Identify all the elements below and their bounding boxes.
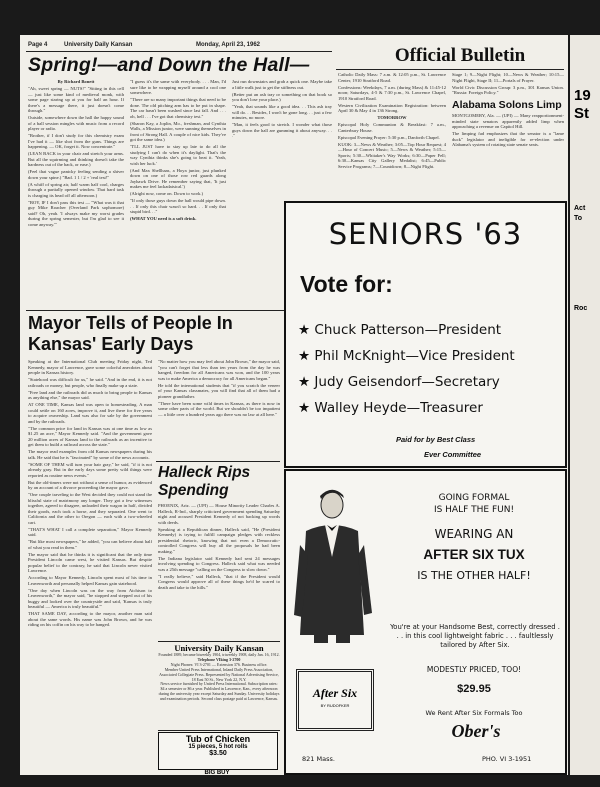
- bulletin-title: Official Bulletin: [394, 45, 526, 66]
- halleck-headline: Halleck Rips Spending: [158, 464, 251, 499]
- after-six-logo: After Six BY RUDOFKER: [296, 669, 374, 731]
- newspaper-page: [20, 35, 568, 775]
- kansan-box-title: University Daily Kansan: [174, 643, 264, 653]
- chicken-brand: BIG BUY: [204, 770, 230, 775]
- seniors-title: SENIORS '63: [328, 217, 523, 251]
- chicken-line: 15 pieces, 5 hot rolls: [188, 744, 248, 750]
- formal-price: $29.95: [457, 683, 491, 695]
- solons-story: MONTGOMERY, Ala. — (UPI) — Many reapportionment-minded state senators apparently added limp when approaching a revenue on Capitol Hill. The limping fad emphasizes that the senator is a "lame duck" legislator and ineligible for re-election under Alabama's system of rotating state senate seats.: [452, 113, 564, 147]
- store-phone: PHO. VI 3-1951: [482, 755, 532, 763]
- modestly-priced: MODESTLY PRICED, TOO!: [426, 665, 522, 674]
- byline: By Richard Bonett: [57, 79, 95, 84]
- after-six-brand: AFTER SIX TUX: [423, 547, 525, 562]
- paid-notice: Paid for by Best Class: [396, 435, 476, 444]
- mayor-headline: Mayor Tells of People In Kansas' Early Days: [28, 313, 233, 354]
- candidate-secretary: ★ Judy Geisendorf—Secretary: [298, 374, 500, 390]
- formal-line-4: IS THE OTHER HALF!: [417, 569, 531, 582]
- spring-column-1: By Richard Bonett "Ah, sweet spring — NUTS!" "Sitting in this cell — just like some kind of medieval monk, with some page staring up at you for half an hour. If there's a message there, it just doesn't come through." Outside, somewhere down the hall the happy sound of a ball session mingles with music from a record player or radio. "Brother, if I don't study for this chemistry exam I've had it — like shot from the guns. Things are happening. — OK, forget it. Now concentrate." (LEAN BACK in your chair and stretch your arms. But all the squirming and thinking doesn't take the hardness out of the back, or ease.) (Feel that vague panicky feeling sending a shiver down your spine.) "Bad. 1 1 / 2 + 'real test!" (A whiff of spring air, half warm half cool, charges through a partially opened window. That hard task is charging its head off all afternoon.) "BOY, IF I don't pass this test — "What was it that guy Mike Roacher (Overland Park sophomore) said? Oh, yeah. 'I always make my worst grades during the spring semester, but I'm glad to see it come anyway.'": [28, 79, 124, 227]
- solons-headline: Alabama Solons Limp: [452, 99, 562, 111]
- candidate-treasurer: ★ Walley Heyde—Treasurer: [298, 400, 483, 416]
- formal-body: You're at your Handsome Best, correctly dressed . . . in this cool lightweight fabric . . . faultlessly tailored by After Six.: [390, 623, 560, 649]
- formal-line-1: GOING FORMAL: [438, 493, 510, 503]
- store-address: 821 Mass.: [302, 755, 335, 763]
- vote-for-label: Vote for:: [300, 271, 393, 297]
- halleck-story: PHOENIX, Ariz. — (UPI) — House Minority Leader Charles A. Halleck, R-Ind., sharply criticized government spending Saturday night and accused President Kennedy of not backing up words with deeds. Speaking at a Republican dinner, Halleck said, "He (President Kennedy) is trying to fulfill campaign pledges with reckless presidential rhetoric, knowing that not even a Democratic-controlled Congress will buy all the proposals he had been making." The Indiana legislator said Kennedy had sent 24 messages involving spending to Congress. Halleck said what was needed was a 25th message "calling on the Congress to slow down." "I really believe," said Halleck, "that if the President would Congress would approve all of these things he'd be scared to death and take to the hills.": [158, 503, 280, 590]
- paid-notice-2: Ever Committee: [424, 450, 482, 459]
- bulletin-column-1: Catholic Daily Mass: 7 a.m. & 12:05 p.m., St. Lawrence Center, 1910 Stratford Road. Confessions: Weekdays, 7 a.m. (during Mass) & 11:45-12 noon; Saturdays, 4-5 & 7:30 p.m., St. Lawrence Chapel, 1910 Stratford Road. Western Civilization Examination Registration: between April 30 & May 4 in 136 Strong. TOMORROW Episcopal Holy Communion & Breakfast: 7 a.m., Canterbury House. Episcopal Evening Prayer: 5:30 p.m., Danforth Chapel. KUOK: 3—News & Weather; 3:05—Top Hour Request; 4—Hour of Concert Music; 5—News & Weather; 5:15—Sports; 5:30—Whitaker's Way Works; 6:30—Paper Fell; 6:30—Kansas City Gallery Medalist; 6:45—Public Service Programs; 7—Countdown; 8—Night Flight.: [338, 72, 446, 169]
- spring-column-2: "I guess it's the same with everybody. . . . Man, I'd sure like to be wrapping myself around a cool one somewhere. "There are so many important things that need to be done. The old pitching arm has to be put in shape. The car hasn't been washed since last fall. And . . . oh, hell . . . I've got that chemistry test." (Sharon Kay, a Joplin, Mo., freshman, and Cynthia Walls, a Mission junior, were sunning themselves in front of Strong Hall. A couple of nice kids. They've got the same idea.) "I'LL JUST have to stay up late to do all the studying I can't do when it's daylight. That's the way Cynthia thinks she's going to beat it. 'Yeah, wish her luck.' (And Max Shellhaas, a Hoya junior, just plunked down on one of those row red guards along Jayhawk Drive. He remember saying that, 'It just makes me feel lackadaisical.') (Alright now, come on. Down to work.) "If only those guys down the hall would pipe down. . . If only this chair wasn't so hard. . . If only that stupid bird. . ." (WHAT YOU need is a soft drink.: [130, 79, 226, 221]
- adjacent-page-edge: 19 St Act To Roc: [570, 35, 600, 775]
- bulletin-column-2: Stage 1; 9—Night Flight; 10—News & Weather; 10:15—Night Flight, Stage II; 11—Portals of Prayer. World Civic Discussion Group: 3 p.m., 301 Kansas Union. "Russia: Foreign Policy.": [452, 72, 564, 95]
- formal-rent: We Rent After Six Formals Too: [425, 709, 523, 717]
- chicken-ad: [158, 732, 278, 770]
- tuxedo-man-illustration: [292, 485, 374, 645]
- ober-logo: Ober's: [451, 721, 501, 741]
- formal-line-3: WEARING AN: [434, 527, 514, 541]
- formal-line-2: IS HALF THE FUN!: [433, 505, 515, 515]
- after-six-ad: [284, 469, 567, 775]
- spring-column-3: Just run downstairs and grab a quick one. Maybe take a little walk just to get the stiffness out. (Better put an ash tray or something on that book so you don't lose your place.) "Yeah, that sounds like a good idea. . . This ash tray will do. . . Besides, I won't be gone long. . . just a few minutes, no more. "Man, it feels good to stretch. I wonder what those guys down the hall are gumming it about anyway. . . .": [232, 79, 332, 138]
- spring-headline: Spring!—and Down the Hall—: [28, 54, 310, 76]
- candidate-vice-president: ★ Phil McKnight—Vice President: [298, 348, 515, 364]
- kansan-info-box: University Daily Kansan Founded 1889, became biweekly 1904, triweekly 1908, daily Jan. 16, 1912. Telephone VIking 3-2700 Night Phones: VI 3-2701 — Extension 376. Business office. Member United Press International, Inland Daily Press Association, Associated Collegiate Press. Represented by National Advertising Service, 18 East 50 St., New York 22, N.Y. News service furnished by United Press International. Subscription rates: $4 a semester or $6 a year. Published in Lawrence, Kan., every afternoon during the university year except Saturday and Sunday. University holidays and examination periods. Second class postage paid at Lawrence, Kansas.: [158, 641, 280, 731]
- page-number: Page 4: [28, 42, 48, 48]
- mayor-column-2: "No matter how you may feel about John Brown," the mayor said, "you can't forget that less than ten years from the day he was hanged, freedom for all Americans was won, and the 100 years was to make America a democracy for all Americans began." He told the international students that "if you scratch the veneer of your Kansas classmates, you will find that all of them had a pioneer grandfather. "There have been some wild times in Kansas, as there is now in some other parts of the world. But we shouldn't be too impatient — a little over a hundred years ago there was no law at all here.": [158, 359, 280, 417]
- candidate-president: ★ Chuck Patterson—President: [298, 322, 502, 338]
- seniors-ad: [284, 201, 567, 468]
- issue-date: Monday, April 23, 1962: [196, 42, 261, 48]
- chicken-title: Tub of Chicken: [185, 734, 251, 744]
- paper-name: University Daily Kansan: [64, 42, 133, 48]
- candidate-list: [298, 317, 560, 421]
- mayor-column-1: Speaking at the International Club meeting Friday night, Ted Kennedy, mayor of Lawrence, gave some colorful anecdotes about people in Kansas history. "Statehood was difficult for us," he said. "And in the end, it is not railroads or money, but people, who finally make up a state. "Free land and the railroads did as much to bring people to Kansas as anything else," the mayor said. AT ONE TIME, Kansas land was open to homesteading. A man could settle on 160 acres, improve it, and live there for five years to acquire ownership. Land was also for sale by the government and by the railroads. "The common price for land in Kansas was at one time as low as $1.25 an acre," Mayor Kennedy said. "And the government gave 20 million acres of Kansas land to the railroads as an incentive to get them to build a railroad across the state." The mayor read examples from old Kansas newspapers during his talk. He said that he is "fascinated" by some of the news accounts. "SOME OF THEM will turn your hair gray," he said, "if it is not already gray. But in the early days some pretty wild things were reported as routine news events." But the old-timers were not without a sense of humor, as evidenced by an account of a divorce proceeding the mayor gave. "One couple traveling to the West decided they could not stand the blissful state of matrimony any longer. They got a few witnesses together, agreed to disagree, unloaded their wagon in half, divided their goods, each took a horse, and they separated. One went to California and the other to Oregon — each with a two-wheeled cart. "THAT'S WHAT I call a complete separation," Mayor Kennedy said. "But like most newspapers," he added, "you can believe about half of what you read in them." The mayor said that he thinks it is significant that the only time President Lincoln came west, he visited Kansas. But despite popular belief to the contrary, he said that Lincoln never visited Lawrence. According to Mayor Kennedy, Lincoln spent most of his time in Leavenworth and personally helped Kansas gain statehood. "One day when Lincoln was on the way from Atchison to Leavenworth," the mayor said, "he stopped and stepped out of his buggy and looked over the countryside and said, 'Kansas is truly beautiful — America is truly beautiful.'" THAT SAME DAY, according to the mayor, another man said about the same words. His name was John Brown, and he was riding on his coffin on his way to be hanged.: [28, 359, 152, 627]
- chicken-price: $3.50: [209, 750, 227, 757]
